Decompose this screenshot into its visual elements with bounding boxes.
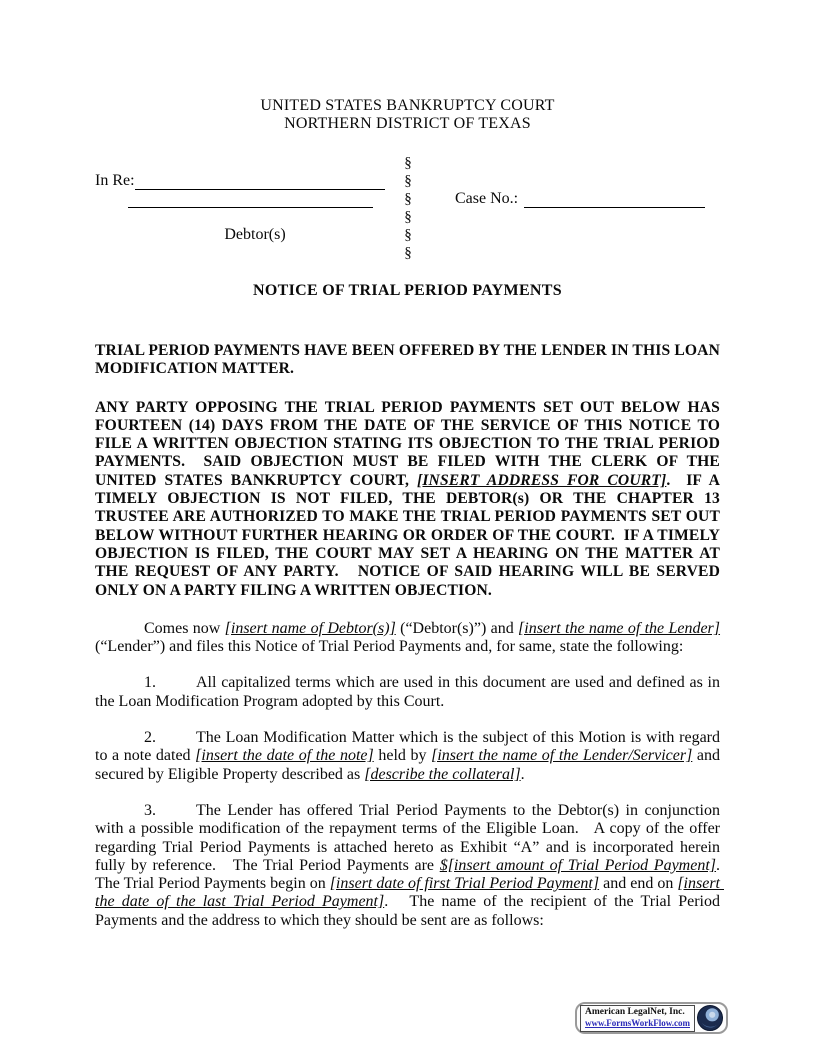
stamp-company-name: American LegalNet, Inc. [585, 1006, 685, 1017]
case-number-field[interactable] [524, 192, 705, 208]
section-symbol: § [404, 227, 412, 243]
fill-in-placeholder: [insert name of Debtor(s)] [224, 619, 396, 637]
numbered-paragraph-3 [95, 801, 729, 930]
caption-row [95, 244, 720, 262]
text-run: (“Debtor(s)”) and [395, 619, 519, 637]
fill-in-placeholder: [insert the name of the Lender/Servicer] [431, 747, 693, 765]
stamp-url-link[interactable]: www.FormsWorkFlow.com [585, 1017, 690, 1028]
section-symbol: § [404, 209, 412, 225]
globe-icon [697, 1005, 723, 1031]
district-name: NORTHERN DISTRICT OF TEXAS [284, 115, 531, 132]
text-run: TRIAL PERIOD PAYMENTS HAVE BEEN OFFERED BY THE LENDER IN THIS LOAN MODIFICATION MATTER. [95, 342, 725, 378]
text-run: All capitalized terms which are used in this document are used and defined as in the Loan Modification Program adopted by this Court. [95, 674, 724, 710]
fill-in-placeholder: [insert the name of the Lender] [518, 619, 721, 637]
text-run: 2. [144, 729, 156, 747]
text-run: and end on [599, 875, 678, 893]
text-run: 3. [144, 801, 156, 819]
text-run: 1. [144, 674, 156, 692]
text-run: ANY PARTY OPPOSING THE TRIAL PERIOD PAYMENTS SET OUT BELOW HAS FOURTEEN (14) DAYS FROM THE DATE OF THE SERVICE OF THIS NOTICE TO FILE A WRITTEN OBJECTION STATING ITS OBJECTION TO THE TRIAL PERIOD PAYMENTS. SAID OBJECTION MUST BE FILED WITH THE CLERK OF THE UNITED STATES BANKRUPTCY COURT, [95, 398, 725, 489]
text-run: The Loan Modification Matter which is the subject of this Motion is with regard to a note dated [95, 729, 724, 765]
fill-in-placeholder: [insert the date of the note] [195, 747, 374, 765]
section-symbol: § [404, 173, 412, 189]
fill-in-placeholder: [describe the collateral] [364, 765, 521, 783]
text-run: Comes now [144, 619, 225, 637]
text-run: . The Trial Period Payments begin on [95, 856, 729, 893]
fill-in-placeholder: [insert the date of the last Trial Period Payment] [95, 875, 724, 911]
caption-row [95, 208, 720, 226]
caption-row [95, 190, 720, 208]
american-legalnet-stamp [575, 1002, 728, 1034]
fill-in-placeholder: [insert date of first Trial Period Payment] [329, 875, 600, 893]
in-re-name-field[interactable] [135, 174, 385, 190]
in-re-label: In Re: [95, 172, 135, 189]
text-run: . The name of the recipient of the Trial Period Payments and the address to which they should be sent are as follows: [95, 893, 724, 929]
court-name: UNITED STATES BANKRUPTCY COURT [260, 97, 555, 114]
text-run: The Lender has offered Trial Period Payments to the Debtor(s) in conjunction with a possible modification of the repayment terms of the Eligible Loan. A copy of the offer regarding Trial Period Payments is attached hereto as Exhibit “A” and is incorporated herein fully by reference. The Trial Period Payments are [95, 801, 724, 874]
caption-row [95, 154, 720, 172]
numbered-paragraph-2 [95, 729, 725, 784]
debtor-label: Debtor(s) [224, 226, 286, 243]
notice-emphasis-paragraph-2 [95, 398, 725, 600]
document-title: NOTICE OF TRIAL PERIOD PAYMENTS [253, 282, 562, 299]
section-symbol: § [404, 245, 412, 261]
numbered-paragraph-1 [95, 674, 724, 711]
text-run: held by [373, 747, 432, 765]
fill-in-placeholder: [INSERT ADDRESS FOR COURT] [416, 471, 667, 489]
text-run: . [520, 765, 525, 783]
section-symbol: § [404, 191, 412, 207]
in-re-name-field-2[interactable] [128, 192, 373, 208]
case-caption [95, 154, 720, 262]
caption-row [95, 172, 720, 190]
text-run: . IF A TIMELY OBJECTION IS NOT FILED, THE DEBTOR(s) OR THE CHAPTER 13 TRUSTEE ARE AUTHORIZED TO MAKE THE TRIAL PERIOD PAYMENTS SET OUT BELOW WITHOUT FURTHER HEARING OR ORDER OF THE COURT. IF A TIMELY OBJECTION IS FILED, THE COURT MAY SET A HEARING ON THE MATTER AT THE REQUEST OF ANY PARTY. NOTICE OF SAID HEARING WILL BE SERVED ONLY ON A PARTY FILING A WRITTEN OBJECTION. [95, 471, 725, 599]
text-run: (“Lender”) and files this Notice of Trial Period Payments and, for same, state the following: [95, 619, 725, 656]
section-symbol: § [404, 155, 412, 171]
comes-now-paragraph [95, 619, 725, 657]
text-run: and secured by Eligible Property described as [95, 747, 725, 783]
case-no-label: Case No.: [455, 190, 519, 207]
court-header [95, 97, 720, 133]
notice-emphasis-paragraph-1 [95, 342, 725, 379]
caption-row [95, 226, 720, 244]
fill-in-placeholder: $[insert amount of Trial Period Payment] [439, 856, 717, 874]
